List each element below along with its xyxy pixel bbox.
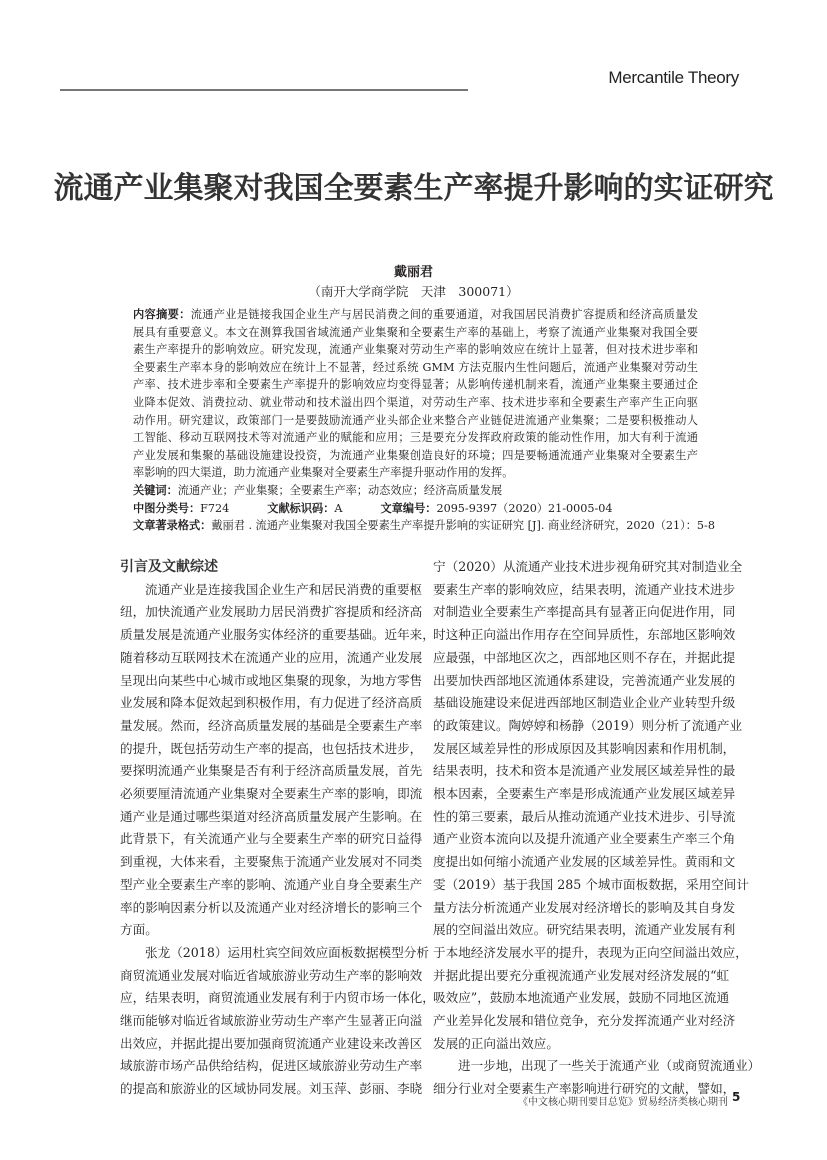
article-number-value: 2095-9397（2020）21-0005-04: [436, 501, 613, 515]
abstract-line-text: 展具有重要意义。本文在测算我国省域流通产业集聚和全要素生产率的基础上，考察了流通产业集聚对我国全要: [133, 325, 698, 339]
abstract-block: [133, 306, 715, 535]
body-line: 吸效应”，鼓励本地流通产业发展，鼓励不同地区流通: [433, 990, 730, 1006]
affiliation: （南开大学商学院 天津 300071）: [308, 284, 519, 299]
abstract-line-text: 工智能、移动互联网技术等对流通产业的赋能和应用；三是要充分发挥政府政策的能动性作用，加大有利于流通: [133, 431, 698, 445]
abstract-line: [133, 341, 698, 359]
body-line: 域旅游市场产品供给结构，促进区域旅游业劳动生产率: [120, 1058, 423, 1074]
body-line: 随着移动互联网技术在流通产业的应用，流通产业发展: [120, 649, 423, 665]
body-line: 进一步地，出现了一些关于流通产业（或商贸流通业）: [458, 1058, 761, 1074]
keywords-label: 关键词：: [133, 483, 178, 497]
body-line: 性的第三要素，最后从推动流通产业技术进步、引导流: [433, 808, 736, 824]
page-number: 5: [732, 1090, 741, 1104]
keywords-value: 流通产业；产业集聚；全要素生产率；动态效应；经济高质量发展: [177, 483, 503, 497]
body-line: 对制造业全要素生产率提高具有显著正向促进作用，同: [433, 604, 736, 620]
abstract-line: [133, 359, 698, 377]
body-line: 业发展和降本促效起到积极作用，有力促进了经济高质: [120, 695, 423, 711]
body-line: 方面。: [120, 922, 158, 938]
abstract-line-text: 流通产业是链接我国企业生产与居民消费之间的重要通道，对我国居民消费扩容提质和经济高质量发: [190, 308, 698, 321]
abstract-line: [133, 412, 698, 430]
author: 戴丽君: [393, 265, 433, 280]
body-line: 通产业是通过哪些渠道对经济高质量发展产生影响。在: [120, 808, 423, 824]
body-line: 张龙（2018）运用杜宾空间效应面板数据模型分析: [145, 944, 429, 960]
body-line: 宁（2020）从流通产业技术进步视角研究其对制造业全: [433, 559, 743, 574]
body-line: 发展区域差异性的形成原因及其影响因素和作用机制，: [433, 740, 736, 756]
clc-label: 中图分类号：: [133, 501, 201, 515]
body-line: 应最强，中部地区次之，西部地区则不存在，并据此提: [433, 649, 736, 665]
body-line: 细分行业对全要素生产率影响进行研究的文献，譬如，: [433, 1081, 736, 1097]
body-line: 纽，加快流通产业发展助力居民消费扩容提质和经济高: [120, 604, 423, 620]
section-heading: 引言及文献综述: [120, 559, 218, 575]
body-line: 出要加快西部地区流通体系建设，完善流通产业发展的: [433, 672, 736, 688]
body-line: 要探明流通产业集聚是否有利于经济高质量发展，首先: [120, 763, 423, 779]
abstract-line-text: 全要素生产率本身的影响效应在统计上不显著，经过系统 GMM 方法克服内生性问题后，流通产业集聚对劳动生: [133, 360, 698, 374]
body-line: 的政策建议。陶婷婷和杨静（2019）则分析了流通产业: [433, 717, 743, 733]
body-line: 流通产业是连接我国企业生产和居民消费的重要枢: [145, 581, 423, 597]
citation-value: 戴丽君 . 流通产业集聚对我国全要素生产率提升影响的实证研究 [J]. 商业经济研究，2020（21）：5-8: [211, 519, 715, 533]
body-line: 要素生产率的影响效应，结果表明，流通产业技术进步: [433, 581, 736, 597]
body-line: 呈现出向某些中心城市或地区集聚的现象，为地方零售: [120, 672, 423, 688]
abstract-line: [133, 394, 698, 412]
abstract-line-text: 动作用。研究建议，政策部门一是要鼓励流通产业头部企业来整合产业链促进流通产业集聚；二是要积极推动人: [133, 413, 698, 427]
body-column-left: [120, 556, 435, 1101]
abstract-line-text: 率影响的四大渠道，助力流通产业集聚对全要素生产率提升驱动作用的发挥。: [133, 466, 514, 480]
body-line: 此背景下，有关流通产业与全要素生产率的研究日益得: [120, 831, 423, 847]
abstract-line-text: 产业发展和集聚的基础设施建设投资，为流通产业集聚创造良好的环境；四是要畅通流通产业集聚对全要素生产: [133, 448, 698, 462]
doc-code-label: 文献标识码：: [267, 501, 335, 515]
body-line: 商贸流通业发展对临近省域旅游业劳动生产率的影响效: [120, 967, 423, 983]
body-line: 的提升，既包括劳动生产率的提高，也包括技术进步，: [120, 740, 423, 756]
header-rule: [60, 89, 468, 91]
article-number-label: 文章编号：: [380, 501, 437, 515]
body-line: 发展的正向溢出效应。: [433, 1035, 559, 1051]
body-line: 时这种正向溢出作用存在空间异质性，东部地区影响效: [433, 627, 736, 643]
body-column-right: [433, 556, 761, 1101]
abstract-text: [133, 306, 698, 482]
abstract-line: [133, 464, 698, 482]
body-line: 应，结果表明，商贸流通业发展有利于内贸市场一体化，: [120, 990, 435, 1006]
abstract-line: [133, 376, 698, 394]
body-line: 的提高和旅游业的区域协同发展。刘玉萍、彭丽、李晓: [120, 1081, 423, 1097]
body-line: 质量发展是流通产业服务实体经济的重要基础。近年来，: [120, 627, 435, 643]
citation-label: 文章著录格式：: [133, 519, 212, 533]
body-line: 率的影响因素分析以及流通产业对经济增长的影响三个: [120, 899, 423, 915]
abstract-line-text: 素生产率提升的影响效应。研究发现，流通产业集聚对劳动生产率的影响效应在统计上显著，但对技术进步率和: [133, 343, 698, 357]
body-line: 于本地经济发展水平的提升，表现为正向空间溢出效应，: [433, 944, 748, 960]
abstract-line: [133, 447, 698, 465]
abstract-line-text: 产率、技术进步率和全要素生产率提升的影响效应均变得显著；从影响传递机制来看，流通产业集聚主要通过企: [133, 378, 698, 392]
keywords: [133, 482, 698, 500]
body-line: 到重视，大体来看，主要聚焦于流通产业发展对不同类: [120, 854, 423, 870]
clc-value: F724: [200, 501, 230, 515]
abstract-line: [133, 324, 698, 342]
journal-section-header: Mercantile Theory: [608, 68, 739, 87]
body-line: 根本因素，全要素生产率是形成流通产业发展区域差异: [433, 786, 736, 802]
abstract-line: [133, 429, 698, 447]
body-line: 基础设施建设来促进西部地区制造业企业产业转型升级: [433, 695, 736, 711]
body-line: 度提出如何缩小流通产业发展的区域差异性。黄雨和文: [433, 854, 736, 870]
body-line: 结果表明，技术和资本是流通产业发展区域差异性的最: [433, 763, 736, 779]
abstract-label: 内容摘要：: [133, 308, 191, 321]
body-line: 雯（2019）基于我国 285 个城市面板数据，采用空间计: [433, 876, 749, 892]
classification-line: [133, 500, 698, 518]
body-line: 继而能够对临近省域旅游业劳动生产率产生显著正向溢: [120, 1013, 423, 1029]
doc-code-value: A: [334, 501, 343, 515]
body-line: 必须要厘清流通产业集聚对全要素生产率的影响，即流: [120, 786, 423, 802]
body-line: 产业差异化发展和错位竞争，充分发挥流通产业对经济: [433, 1013, 736, 1029]
body-line: 展的空间溢出效应。研究结果表明，流通产业发展有利: [433, 922, 736, 938]
body-line: 量方法分析流通产业发展对经济增长的影响及其自身发: [433, 899, 736, 915]
abstract-line-text: 业降本促效、消费拉动、就业带动和技术溢出四个渠道，对劳动生产率、技术进步率和全要素生产率产生正向驱: [133, 395, 698, 409]
body-line: 型产业全要素生产率的影响、流通产业自身全要素生产: [120, 876, 423, 892]
body-line: 通产业资本流向以及提升流通产业全要素生产率三个角: [433, 831, 736, 847]
body-line: 量发展。然而，经济高质量发展的基础是全要素生产率: [120, 717, 423, 733]
article-title: 流通产业集聚对我国全要素生产率提升影响的实证研究: [53, 171, 774, 206]
body-line: 出效应，并据此提出要加强商贸流通产业建设来改善区: [120, 1035, 423, 1051]
footer-journal-note: 《中文核心期刊要目总览》贸易经济类核心期刊: [518, 1097, 728, 1108]
abstract-line: [133, 306, 698, 324]
citation-format: [133, 517, 715, 535]
body-line: 并据此提出要充分重视流通产业发展对经济发展的“虹: [433, 967, 730, 983]
